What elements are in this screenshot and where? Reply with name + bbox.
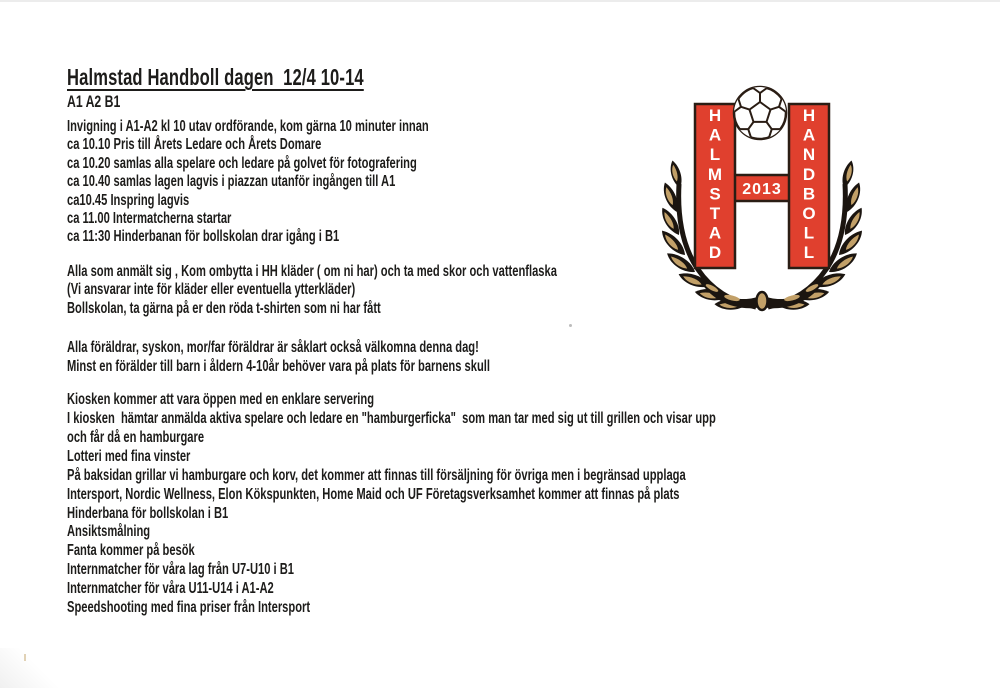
document-line: ca 10.10 Pris till Årets Ledare och Årets Domare bbox=[67, 136, 322, 154]
scan-edge bbox=[0, 0, 1000, 2]
logo-year-text: 2013 bbox=[742, 181, 782, 198]
scan-shadow bbox=[0, 648, 60, 688]
document-line: ca 10.20 samlas alla spelare och ledare på golvet för fotografering bbox=[67, 154, 417, 172]
scan-speck bbox=[24, 654, 26, 661]
document-line: Bollskolan, ta gärna på er den röda t-shirten som ni har fått bbox=[67, 299, 381, 317]
document-title: Halmstad Handboll dagen 12/4 10-14 bbox=[67, 64, 364, 90]
document-line: Kiosken kommer att vara öppen med en enklare servering bbox=[67, 391, 375, 409]
document-line: Lotteri med fina vinster bbox=[67, 447, 191, 465]
document-line: och får då en hamburgare bbox=[67, 428, 205, 446]
document-line: Internmatcher för våra lag från U7-U10 i B1 bbox=[67, 561, 295, 579]
document-line: Alla föräldrar, syskon, mor/far föräldrar är såklart också välkomna denna dag! bbox=[67, 339, 479, 357]
document-line: Minst en förälder till barn i åldern 4-10år behöver vara på plats för barnens skull bbox=[67, 357, 490, 375]
document-line: Fanta kommer på besök bbox=[67, 542, 195, 560]
document-line: På baksidan grillar vi hamburgare och korv, det kommer att finnas till försäljning för övriga men i begränsad upplaga bbox=[67, 466, 686, 484]
logo-vertical-text-handboll: H A N D B O L L bbox=[802, 106, 816, 263]
document-line: Speedshooting med fina priser från Intersport bbox=[67, 599, 311, 617]
document-line: Invigning i A1-A2 kl 10 utav ordförande, kom gärna 10 minuter innan bbox=[67, 118, 429, 135]
document-line: ca10.45 Inspring lagvis bbox=[67, 191, 190, 209]
logo-vertical-text-halmstad: H A L M S T A D bbox=[707, 106, 723, 263]
document-line: Alla som anmält sig , Kom ombytta i HH kläder ( om ni har) och ta med skor och vattenflaska bbox=[67, 262, 557, 280]
activities-info-section bbox=[67, 391, 895, 618]
parents-info-section bbox=[67, 339, 895, 376]
scan-speck bbox=[569, 324, 572, 327]
document-subtitle: A1 A2 B1 bbox=[67, 92, 121, 111]
document-line: I kiosken hämtar anmälda aktiva spelare och ledare en "hamburgerficka" som man tar med sig ut till grillen och visar upp bbox=[67, 409, 716, 427]
wreath-bow-knot bbox=[757, 292, 768, 310]
document-line: Hinderbana för bollskolan i B1 bbox=[67, 504, 229, 522]
document-line: Internmatcher för våra U11-U14 i A1-A2 bbox=[67, 580, 274, 598]
club-logo bbox=[650, 80, 900, 325]
document-line: (Vi ansvarar inte för kläder eller eventuella ytterkläder) bbox=[67, 281, 356, 299]
document-line: ca 10.40 samlas lagen lagvis i piazzan utanför ingången till A1 bbox=[67, 173, 396, 191]
document-line: ca 11:30 Hinderbanan för bollskolan drar igång i B1 bbox=[67, 228, 340, 246]
document-line: Intersport, Nordic Wellness, Elon Kökspunkten, Home Maid och UF Företagsverksamhet kommer att finnas på plats bbox=[67, 485, 680, 503]
document-line: Ansiktsmålning bbox=[67, 523, 151, 541]
halmstad-handboll-logo-graphic bbox=[650, 80, 900, 325]
document-line: ca 11.00 Intermatcherna startar bbox=[67, 210, 232, 228]
